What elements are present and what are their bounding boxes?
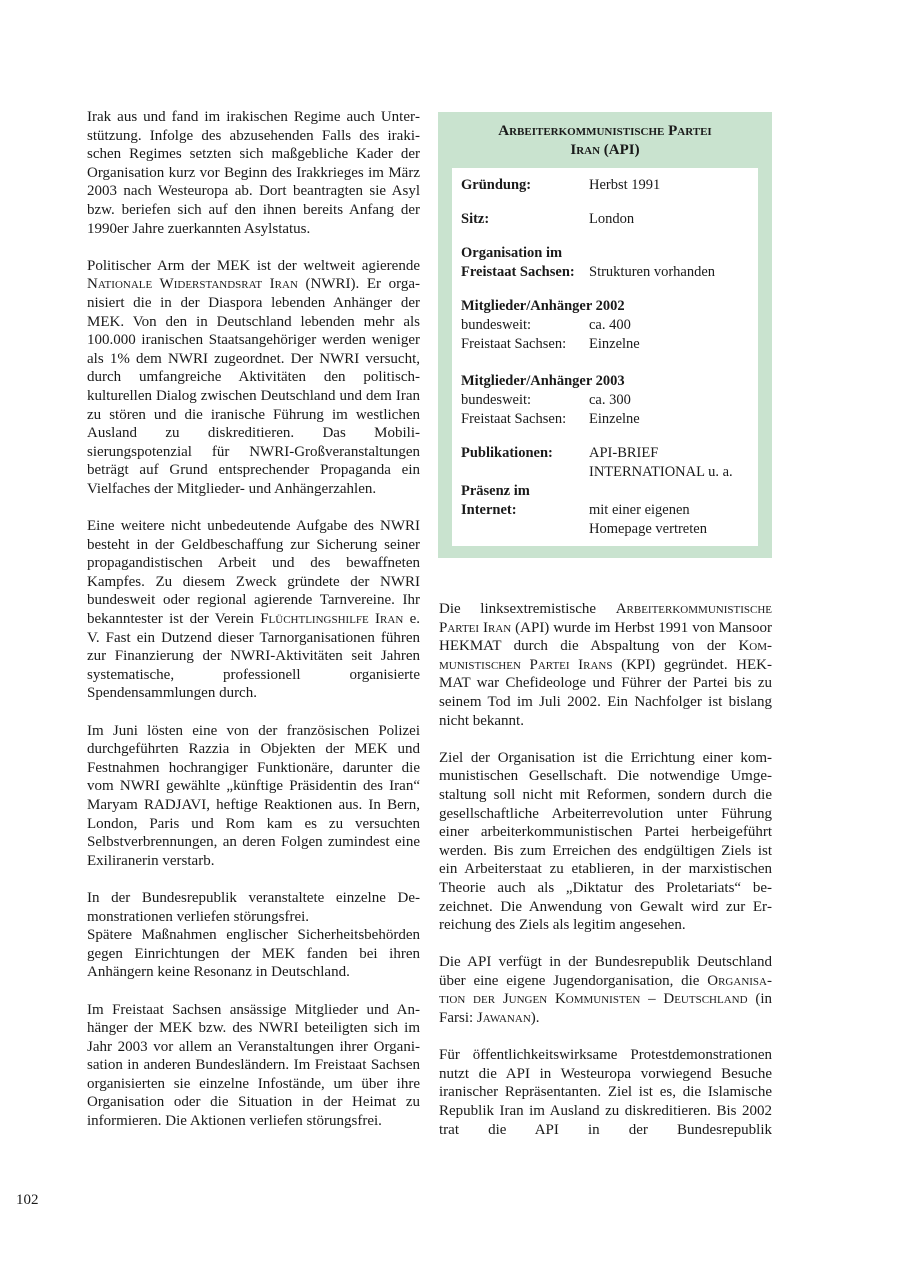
heading-members-2002: Mitglieder/Anhänger 2002: [461, 298, 625, 314]
value: Homepage vertreten: [589, 520, 707, 537]
org-name-nwri: Nationale Widerstandsrat Iran: [87, 276, 298, 293]
label: Freistaat Sachsen:: [461, 263, 575, 280]
label: bundesweit:: [461, 317, 532, 333]
value: Einzelne: [589, 411, 640, 427]
text-run: (NWRI). Er organisiert die in der Diaspora lebenden Anhänger der MEK. Von den in Deutschland lebenden mehr als 100.000 iranischen Staatsangehöriger werden weniger als 1% dem NWRI zugeordnet. Der NWRI versucht, durch umfangreiche Aktivitäten den politisch-kulturellen Dialog zwischen Deutschland und dem Iran zu stören und die iranische Führung im westlichen Ausland zu diskreditieren. Das Mobilisierungspotenzial für NWRI-Großveranstaltungen beträgt auf Grund entsprechender Propaganda ein Vielfaches der Mitglieder- und Anhängerzahlen.: [87, 276, 420, 497]
text-run: (API) wurde im Herbst 1991 von Mansoor HEKMAT durch die Abspaltung von der: [439, 619, 772, 655]
value: London: [589, 211, 635, 227]
paragraph-api-youth: [439, 953, 772, 1027]
org-name-youth: Organisation der Jungen Kommunisten – Deutschland: [439, 972, 772, 1008]
paragraph-fundraising: [87, 517, 420, 703]
infobox-title: [438, 122, 772, 160]
value: Strukturen vorhanden: [589, 263, 716, 280]
value: INTERNATIONAL u. a.: [589, 464, 733, 480]
value: Einzelne: [589, 336, 640, 352]
label: bundesweit:: [461, 392, 532, 408]
label: Gründung:: [461, 177, 532, 193]
text-run: Die linksextremistische: [439, 601, 616, 617]
label: Präsenz im: [461, 483, 530, 499]
org-name-jawanan: Jawanan: [476, 1010, 531, 1027]
infobox-title-line: Arbeiterkommunistische Partei: [498, 123, 712, 139]
text-run: Spätere Maßnahmen englischer Sicherheitsbehörden gegen Einrichtungen der MEK fanden bei ihren Anhängern keine Resonanz in Deutschland.: [87, 927, 420, 981]
paragraph-nwri: [87, 257, 420, 499]
text-run: ).: [530, 1010, 540, 1027]
api-infobox: [438, 112, 772, 558]
value: mit einer eigenen: [589, 501, 690, 518]
infobox-title-line: Iran (API): [570, 142, 640, 158]
right-column: [439, 600, 772, 1139]
label: Freistaat Sachsen:: [461, 336, 567, 352]
infobox-table: [452, 168, 758, 546]
page-number: 102: [16, 1192, 39, 1208]
paragraph-api-goal: Ziel der Organisation ist die Errichtung einer kommunistischen Gesellschaft. Die notwendige Umgestaltung soll nicht mit Reformen, sondern durch die gesellschaftliche Arbeiterrevolution unter Führung einer arbeiterkommunistischen Partei herbeigeführt werden. Bis zum Erreichen des endgültigen Ziels ist ein Arbeiterstaat zu etablieren, in der marxistischen Theorie auch als „Diktatur des Proletariats“ bezeichnet. Die Anwendung von Gewalt wird zur Erreichung des Ziels als legitim angesehen.: [439, 749, 772, 934]
heading-members-2003: Mitglieder/Anhänger 2003: [461, 373, 625, 389]
text-run: In der Bundesrepublik veranstaltete einzelne Demonstrationen verliefen störungsfrei.: [87, 889, 420, 925]
text-run: Politischer Arm der MEK ist der weltweit agierende: [87, 257, 420, 274]
label: Sitz:: [461, 211, 490, 227]
value: API-BRIEF: [589, 445, 659, 461]
value: ca. 400: [589, 317, 631, 333]
paragraph-api-founding: [439, 600, 772, 730]
paragraph-demonstrations: [87, 889, 420, 982]
label: Freistaat Sachsen:: [461, 411, 567, 427]
label: Publikationen:: [461, 445, 553, 461]
text-run: (in Farsi:: [439, 991, 773, 1027]
text-run: e. V. Fast ein Dutzend dieser Tarnorganisationen führen zur Finanzierung der NWRI-Aktivitäten seit Jahren systematische, professionell organisierte Spendensammlungen durch.: [87, 611, 420, 702]
paragraph-raid: Im Juni lösten eine von der französischen Polizei durchgeführten Razzia in Objekten der MEK und Festnahmen hochrangiger Funktionäre, darunter die vom NWRI gewählte „künftige Präsidentin des Iran“ Maryam RADJAVI, heftige Reaktionen aus. In Bern, London, Paris und Rom kam es zu versuchten Selbstverbrennungen, an deren Folgen zumindest eine Exiliranerin verstarb.: [87, 722, 420, 869]
paragraph-asylum: Irak aus und fand im irakischen Regime auch Unterstützung. Infolge des abzusehenden Falls des irakischen Regimes setzten sich maßgebliche Kader der Organisation kurz vor Beginn des Irakkrieges im März 2003 nach Westeuropa ab. Dort beantragten sie Asyl bzw. beriefen sich auf den ihnen bereits Anfang der 1990er Jahre zuerkannten Asylstatus.: [87, 109, 420, 237]
text-run: Eine weitere nicht unbedeutende Aufgabe des NWRI besteht in der Geldbeschaffung zur Sicherung seiner propagandistischen Arbeit und des bewaffneten Kampfes. Zu diesem Zweck gründete der NWRI bundesweit oder regional agierende Tarnvereine. Ihr bekanntester ist der Verein: [87, 518, 420, 628]
label: Internet:: [461, 501, 517, 518]
value: ca. 300: [589, 392, 631, 408]
text-run: (KPI) gegründet. HEKMAT war Chefideologe und Führer der Partei bis zu seinem Tod im Juli 2002. Ein Nachfolger ist bislang nicht bekannt.: [439, 656, 773, 729]
label: Organisation im: [461, 245, 563, 261]
org-name-kpi: Kommunistischen Partei Irans: [439, 638, 772, 673]
paragraph-saxony: Im Freistaat Sachsen ansässige Mitglieder und Anhänger der MEK bzw. des NWRI beteiligten sich im Jahr 2003 vor allem an Veranstaltungen ihrer Organisation in anderen Bundesländern. Im Freistaat Sachsen organisierten sie einzelne Infostände, um über ihre Organisation oder die Situation in der Heimat zu informieren. Die Aktionen verliefen störungsfrei.: [87, 1001, 420, 1130]
org-name-api: Arbeiterkommunistische Partei Iran: [439, 601, 772, 636]
org-name-fluechtlingshilfe: Flüchtlingshilfe Iran: [260, 611, 404, 628]
left-column: [87, 108, 420, 1131]
paragraph-api-protests: Für öffentlichkeitswirksame Protestdemonstrationen nutzt die API in Westeuropa vorwiegend Besuche iranischer Repräsentanten. Ziel ist es, die Islamische Republik Iran im Ausland zu diskreditieren. Bis 2002 trat die API in der Bundesrepublik: [439, 1047, 772, 1138]
text-run: Die API verfügt in der Bundesrepublik Deutschland über eine eigene Jugendorganisation, die: [439, 954, 772, 989]
value: Herbst 1991: [589, 177, 661, 193]
